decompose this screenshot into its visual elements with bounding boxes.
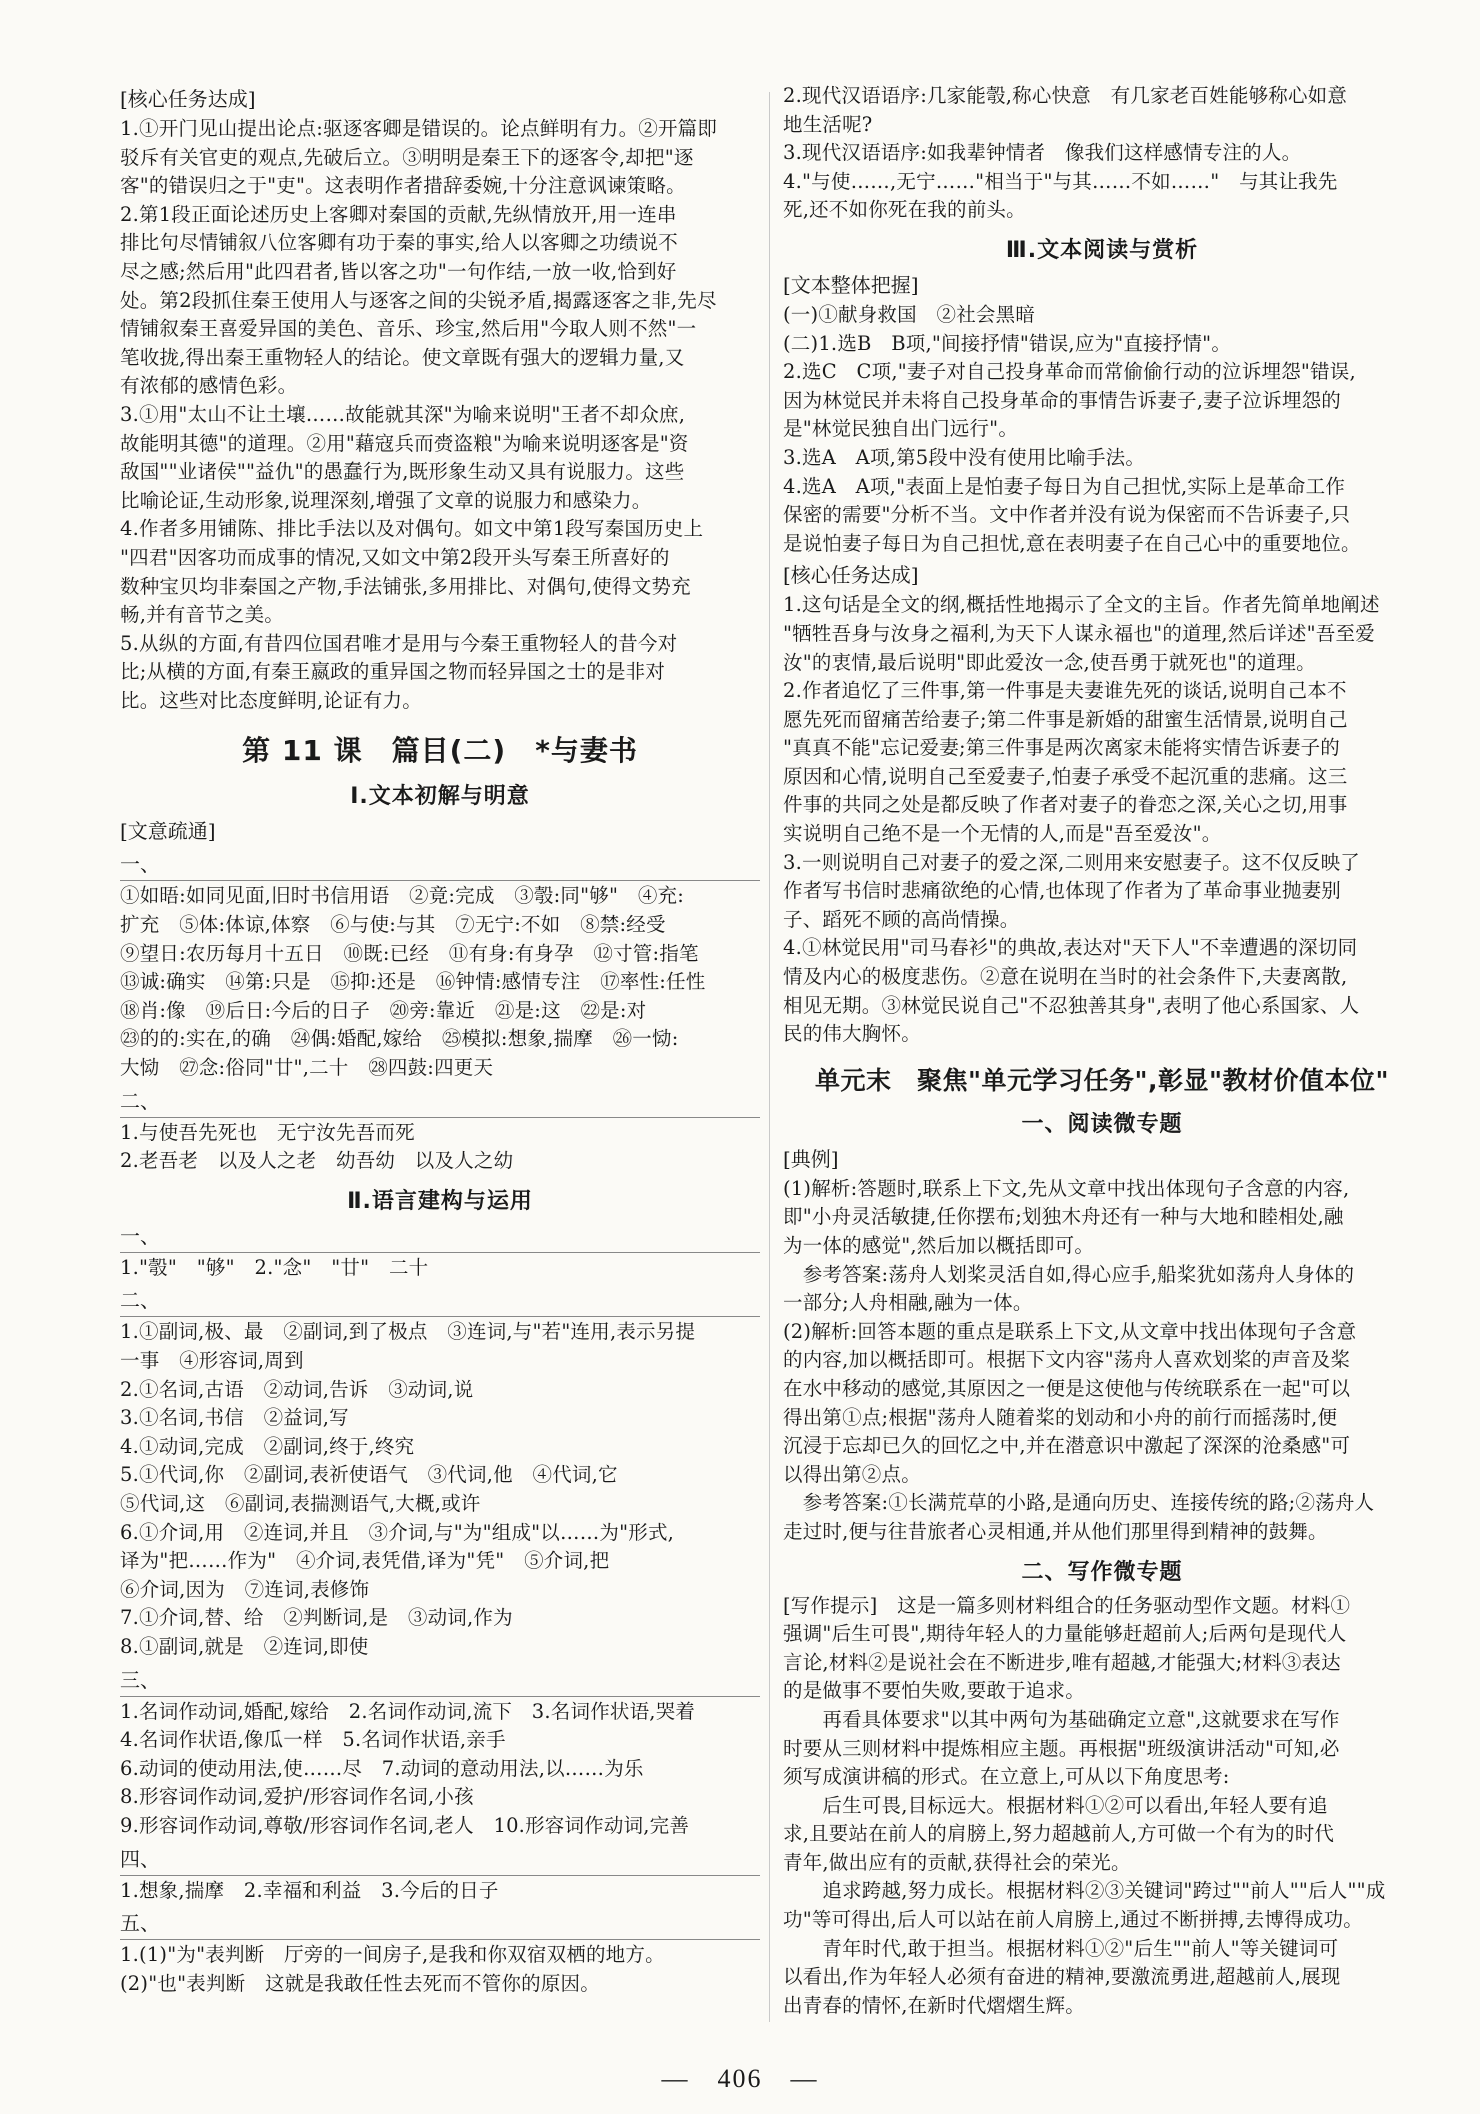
text-line: 1."彀" "够" 2."念" "廿" 二十 [120, 1255, 429, 1279]
heading-rule [120, 1251, 760, 1253]
text-line: 比喻论证,生动形象,说理深刻,增强了文章的说服力和感染力。 [120, 488, 652, 512]
numbered-heading: 五、 [120, 1911, 160, 1936]
numbered-heading: 二、 [120, 1088, 160, 1113]
lesson-title: 第 11 课 篇目(二) *与妻书 [242, 734, 638, 768]
text-line: 实说明自己绝不是一个无情的人,而是"吾至爱汝"。 [783, 822, 1222, 846]
text-line: "真真不能"忘记爱妻;第三件事是两次离家未能将实情告诉妻子的 [783, 736, 1341, 760]
section-heading: Ⅱ.语言建构与运用 [347, 1188, 533, 1214]
section-tag: [典例] [783, 1146, 839, 1171]
numbered-heading: 四、 [120, 1846, 160, 1871]
text-block [783, 1592, 1421, 2021]
text-line: 青年,做出应有的贡献,获得社会的荣光。 [783, 1850, 1131, 1874]
text-line: ⑱肖:像 ⑲后日:今后的日子 ⑳旁:靠近 ㉑是:这 ㉒是:对 [120, 998, 647, 1022]
text-line: 走过时,便与往昔旅者心灵相通,并从他们那里得到精神的鼓舞。 [783, 1519, 1328, 1543]
text-line: 2.现代汉语语序:几家能彀,称心快意 有几家老百姓能够称心如意 [783, 84, 1348, 107]
section-heading: 一、阅读微专题 [1021, 1111, 1183, 1137]
page-number: — 406 — [661, 2064, 819, 2093]
text-line: 8.形容词作动词,爱护/形容词作名词,小孩 [120, 1785, 474, 1809]
heading-rule [120, 1116, 760, 1118]
text-line: 2.作者追忆了三件事,第一件事是夫妻谁先死的谈话,说明自己本不 [783, 679, 1347, 703]
text-line: 7.①介词,替、给 ②判断词,是 ③动词,作为 [120, 1606, 513, 1630]
text-line: 即"小舟灵活敏捷,任你摆布;划独木舟还有一种与大地和睦相处,融 [783, 1205, 1344, 1229]
text-line: 笔收拢,得出秦王重物轻人的结论。使文章既有强大的逻辑力量,又 [120, 345, 685, 369]
text-line: 民的伟大胸怀。 [783, 1022, 921, 1046]
text-line: 4.选A A项,"表面上是怕妻子每日为自己担忧,实际上是革命工作 [783, 474, 1346, 498]
numbered-heading: 三、 [120, 1667, 160, 1692]
text-line: 后生可畏,目标远大。根据材料①②可以看出,年轻人要有追 [783, 1793, 1328, 1817]
text-line: ⑬诚:确实 ⑭第:只是 ⑮抑:还是 ⑯钟情:感情专注 ⑰率性:任性 [120, 970, 706, 994]
text-line: 3.一则说明自己对妻子的爱之深,二则用来安慰妻子。这不仅反映了 [783, 850, 1361, 874]
text-line: 尽之感;然后用"此四君者,皆以客之功"一句作结,一放一收,恰到好 [120, 259, 677, 283]
unit-title: 单元末 聚焦"单元学习任务",彰显"教材价值本位" [814, 1065, 1390, 1095]
text-line: 作者写书信时悲痛欲绝的心情,也体现了作者为了革命事业抛妻别 [783, 879, 1341, 903]
text-line: 子、蹈死不顾的高尚情操。 [783, 907, 1020, 931]
text-line: 1.与使吾先死也 无宁汝先吾而死 [120, 1120, 415, 1144]
text-line: 比;从横的方面,有秦王嬴政的重异国之物而轻异国之士的是非对 [120, 660, 666, 684]
heading-rule [120, 1695, 760, 1697]
text-line: [写作提示] 这是一篇多则材料组合的任务驱动型作文题。材料① [783, 1593, 1351, 1617]
text-line: 1.这句话是全文的纲,概括性地揭示了全文的主旨。作者先简单地阐述 [783, 593, 1380, 617]
heading-rule [120, 879, 760, 881]
section-heading: 二、写作微专题 [1021, 1559, 1183, 1585]
text-line: ⑨望日:农历每月十五日 ⑩既:已经 ⑪有身:有身孕 ⑫寸管:指笔 [120, 941, 699, 965]
text-line: 排比句尽情铺叙八位客卿有功于秦的事实,给人以客卿之功绩说不 [120, 231, 678, 255]
text-line: ①如晤:如同见面,旧时书信用语 ②竟:完成 ③彀:同"够" ④充: [120, 884, 685, 908]
section-tag: [核心任务达成] [783, 563, 919, 588]
text-line: 译为"把……作为" ④介词,表凭借,译为"凭" ⑤介词,把 [120, 1549, 610, 1573]
text-block [120, 882, 760, 1082]
text-block [120, 115, 760, 715]
text-block [120, 1877, 760, 1906]
text-line: 是说怕妻子每日为自己担忧,意在表明妻子在自己心中的重要地位。 [783, 531, 1361, 555]
text-line: 追求跨越,努力成长。根据材料②③关键词"跨过""前人""后人""成 [783, 1879, 1386, 1903]
text-line: 比。这些对比态度鲜明,论证有力。 [120, 688, 422, 712]
text-line: 故能明其德"的道理。②用"藉寇兵而赍盗粮"为喻来说明逐客是"资 [120, 431, 689, 455]
text-line: 沉浸于忘却已久的回忆之中,并在潜意识中激起了深深的沧桑感"可 [783, 1434, 1351, 1458]
text-block [120, 1119, 760, 1176]
text-line: 4."与使……,无宁……"相当于"与其……不如……" 与其让我先 [783, 169, 1338, 193]
numbered-heading: 一、 [120, 1223, 160, 1248]
text-line: 件事的共同之处是都反映了作者对妻子的眷恋之深,关心之切,用事 [783, 793, 1348, 817]
text-line: 求,且要站在前人的肩膀上,努力超越前人,方可做一个有为的时代 [783, 1822, 1335, 1846]
text-line: 畅,并有音节之美。 [120, 603, 284, 627]
text-line: 6.动词的使动用法,使……尽 7.动词的意动用法,以……为乐 [120, 1756, 644, 1780]
text-line: 在水中移动的感觉,其原因之一便是这使他与传统联系在一起"可以 [783, 1376, 1351, 1400]
text-line: 愿先死而留痛苦给妻子;第二件事是新婚的甜蜜生活情景,说明自己 [783, 707, 1348, 731]
text-line: 5.①代词,你 ②副词,表祈使语气 ③代词,他 ④代词,它 [120, 1463, 618, 1487]
text-line: 数种宝贝均非秦国之产物,手法铺张,多用排比、对偶句,使得文势充 [120, 574, 691, 598]
text-line: 的内容,加以概括即可。根据下文内容"荡舟人喜欢划桨的声音及桨 [783, 1348, 1351, 1372]
text-line: 时要从三则材料中提炼相应主题。再根据"班级演讲活动"可知,必 [783, 1736, 1340, 1760]
text-line: 客"的错误归之于"吏"。这表明作者措辞委婉,十分注意讽谏策略。 [120, 174, 686, 198]
text-block [120, 1254, 760, 1283]
text-line: 为一体的感觉",然后加以概括即可。 [783, 1234, 1095, 1257]
text-line: 一事 ④形容词,周到 [120, 1349, 304, 1372]
text-line: 处。第2段抓住秦王使用人与逐客之间的尖锐矛盾,揭露逐客之非,先尽 [120, 288, 717, 312]
text-line: 地生活呢? [783, 112, 873, 136]
left-column [120, 82, 760, 2000]
text-line: 5.从纵的方面,有昔四位国君唯才是用与今秦王重物轻人的昔今对 [120, 631, 678, 655]
text-line: "四君"因客功而成事的情况,又如文中第2段开头写秦王所喜好的 [120, 545, 670, 569]
text-line: 1.想象,揣摩 2.幸福和利益 3.今后的日子 [120, 1878, 499, 1902]
text-line: 9.形容词作动词,尊敬/形容词作名词,老人 10.形容词作动词,完善 [120, 1813, 690, 1837]
text-line: 的是做事不要怕失败,要敢于追求。 [783, 1679, 1085, 1703]
text-line: 4.名词作状语,像瓜一样 5.名词作状语,亲手 [120, 1728, 506, 1752]
text-line: 4.①动词,完成 ②副词,终于,终究 [120, 1434, 415, 1458]
text-line: 扩充 ⑤体:体谅,体察 ⑥与使:与其 ⑦无宁:不如 ⑧禁:经受 [120, 913, 666, 937]
section-tag: [核心任务达成] [120, 87, 256, 111]
text-block [783, 1175, 1421, 1547]
text-line: 须写成演讲稿的形式。在立意上,可从以下角度思考: [783, 1765, 1230, 1789]
text-block [783, 82, 1421, 225]
heading-rule [120, 1874, 760, 1876]
text-line: 2.①名词,古语 ②动词,告诉 ③动词,说 [120, 1377, 474, 1401]
text-block [783, 301, 1421, 558]
text-line: 是"林觉民独自出门远行"。 [783, 417, 1019, 441]
text-line: 得出第①点;根据"荡舟人随着桨的划动和小舟的前行而摇荡时,便 [783, 1405, 1338, 1429]
heading-rule [120, 1315, 760, 1317]
text-block [120, 1318, 760, 1661]
text-line: 大恸 ㉗念:俗同"廿",二十 ㉘四鼓:四更天 [120, 1056, 494, 1080]
numbered-heading: 二、 [120, 1288, 160, 1313]
text-block [120, 1941, 760, 1998]
text-line: 3.现代汉语语序:如我辈钟情者 像我们这样感情专注的人。 [783, 141, 1302, 165]
text-line: 3.①名词,书信 ②益词,写 [120, 1406, 349, 1430]
text-line: 1.①开门见山提出论点:驱逐客卿是错误的。论点鲜明有力。②开篇即 [120, 117, 718, 140]
text-line: 4.作者多用铺陈、排比手法以及对偶句。如文中第1段写秦国历史上 [120, 517, 704, 541]
heading-rule [120, 1938, 760, 1940]
text-line: 3.①用"太山不让土壤……故能就其深"为喻来说明"王者不却众庶, [120, 402, 686, 426]
text-line: 1.(1)"为"表判断 厅旁的一间房子,是我和你双宿双栖的地方。 [120, 1943, 665, 1967]
text-line: 出青春的情怀,在新时代熠熠生辉。 [783, 1993, 1085, 2017]
text-line: 有浓郁的感情色彩。 [120, 374, 298, 398]
text-line: 6.①介词,用 ②连词,并且 ③介词,与"为"组成"以……为"形式, [120, 1520, 675, 1544]
column-divider [769, 92, 770, 2022]
text-line: 汝"的衷情,最后说明"即此爱汝一念,使吾勇于就死也"的道理。 [783, 650, 1316, 674]
text-line: ⑥介词,因为 ⑦连词,表修饰 [120, 1577, 370, 1601]
text-line: 情及内心的极度悲伤。②意在说明在当时的社会条件下,夫妻离散, [783, 965, 1348, 989]
text-line: 2.选C C项,"妻子对自己投身革命而常偷偷行动的泣诉埋怨"错误, [783, 360, 1356, 384]
text-line: (2)"也"表判断 这就是我敢任性去死而不管你的原因。 [120, 1971, 600, 1995]
text-line: 2.老吾老 以及人之老 幼吾幼 以及人之幼 [120, 1149, 514, 1173]
text-line: (1)解析:答题时,联系上下文,先从文章中找出体现句子含意的内容, [783, 1176, 1350, 1200]
section-tag: [文本整体把握] [783, 272, 919, 297]
text-line: 再看具体要求"以其中两句为基础确定立意",这就要求在写作 [783, 1707, 1340, 1731]
text-line: 保密的需要"分析不当。文中作者并没有说为保密而不告诉妻子,只 [783, 503, 1351, 527]
text-line: 敌国""业诸侯""益仇"的愚蠢行为,既形象生动又具有说服力。这些 [120, 460, 685, 484]
text-block [783, 591, 1421, 1049]
text-line: 4.①林觉民用"司马春衫"的典故,表达对"天下人"不幸遭遇的深切同 [783, 936, 1358, 960]
text-line: 相见无期。③林觉民说自己"不忍独善其身",表明了他心系国家、人 [783, 993, 1360, 1017]
text-line: 参考答案:荡舟人划桨灵活自如,得心应手,船桨犹如荡舟人身体的 [783, 1262, 1355, 1286]
text-line: 因为林觉民并未将自己投身革命的事情告诉妻子,妻子泣诉埋怨的 [783, 388, 1341, 412]
text-line: 死,还不如你死在我的前头。 [783, 198, 1026, 222]
text-line: 参考答案:①长满荒草的小路,是通向历史、连接传统的路;②荡舟人 [783, 1491, 1375, 1515]
text-line: 功"等可得出,后人可以站在前人肩膀上,通过不断拼搏,去博得成功。 [783, 1908, 1363, 1932]
text-line: 以看出,作为年轻人必须有奋进的精神,要激流勇进,超越前人,展现 [783, 1965, 1341, 1989]
text-line: 1.名词作动词,婚配,嫁给 2.名词作动词,流下 3.名词作状语,哭着 [120, 1699, 696, 1723]
text-line: (2)解析:回答本题的重点是联系上下文,从文章中找出体现句子含意 [783, 1319, 1357, 1343]
section-heading: Ⅰ.文本初解与明意 [350, 784, 530, 810]
text-line: (二)1.选B B项,"间接抒情"错误,应为"直接抒情"。 [783, 331, 1232, 355]
text-line: ㉓的的:实在,的确 ㉔偶:婚配,嫁给 ㉕模拟:想象,揣摩 ㉖一恸: [120, 1027, 679, 1051]
text-line: 情铺叙秦王喜爱异国的美色、音乐、珍宝,然后用"今取人则不然"一 [120, 317, 697, 341]
text-line: 驳斥有关官吏的观点,先破后立。③明明是秦王下的逐客令,却把"逐 [120, 145, 694, 169]
text-line: 8.①副词,就是 ②连词,即使 [120, 1634, 369, 1658]
text-line: 原因和心情,说明自己至爱妻子,怕妻子承受不起沉重的悲痛。这三 [783, 764, 1348, 788]
text-line: 1.①副词,极、最 ②副词,到了极点 ③连词,与"若"连用,表示另提 [120, 1320, 696, 1344]
text-line: 以得出第②点。 [783, 1462, 921, 1486]
text-block [120, 1698, 760, 1841]
text-line: (一)①献身救国 ②社会黑暗 [783, 302, 1036, 326]
text-line: 青年时代,敢于担当。根据材料①②"后生""前人"等关键词可 [783, 1936, 1339, 1960]
text-line: "牺牲吾身与汝身之福利,为天下人谋永福也"的道理,然后详述"吾至爱 [783, 621, 1375, 645]
section-tag: [文意疏通] [120, 819, 216, 844]
text-line: 2.第1段正面论述历史上客卿对秦国的贡献,先纵情放开,用一连串 [120, 202, 677, 226]
section-heading: Ⅲ.文本阅读与赏析 [1005, 237, 1199, 263]
numbered-heading: 一、 [120, 852, 160, 877]
text-line: 言论,材料②是说社会在不断进步,唯有超越,才能强大;材料③表达 [783, 1650, 1341, 1674]
text-line: 一部分;人舟相融,融为一体。 [783, 1291, 1033, 1315]
right-column [783, 82, 1421, 2022]
text-line: 强调"后生可畏",期待年轻人的力量能够赶超前人;后两句是现代人 [783, 1622, 1347, 1646]
text-line: 3.选A A项,第5段中没有使用比喻手法。 [783, 445, 1146, 469]
text-line: ⑤代词,这 ⑥副词,表揣测语气,大概,或许 [120, 1491, 481, 1515]
